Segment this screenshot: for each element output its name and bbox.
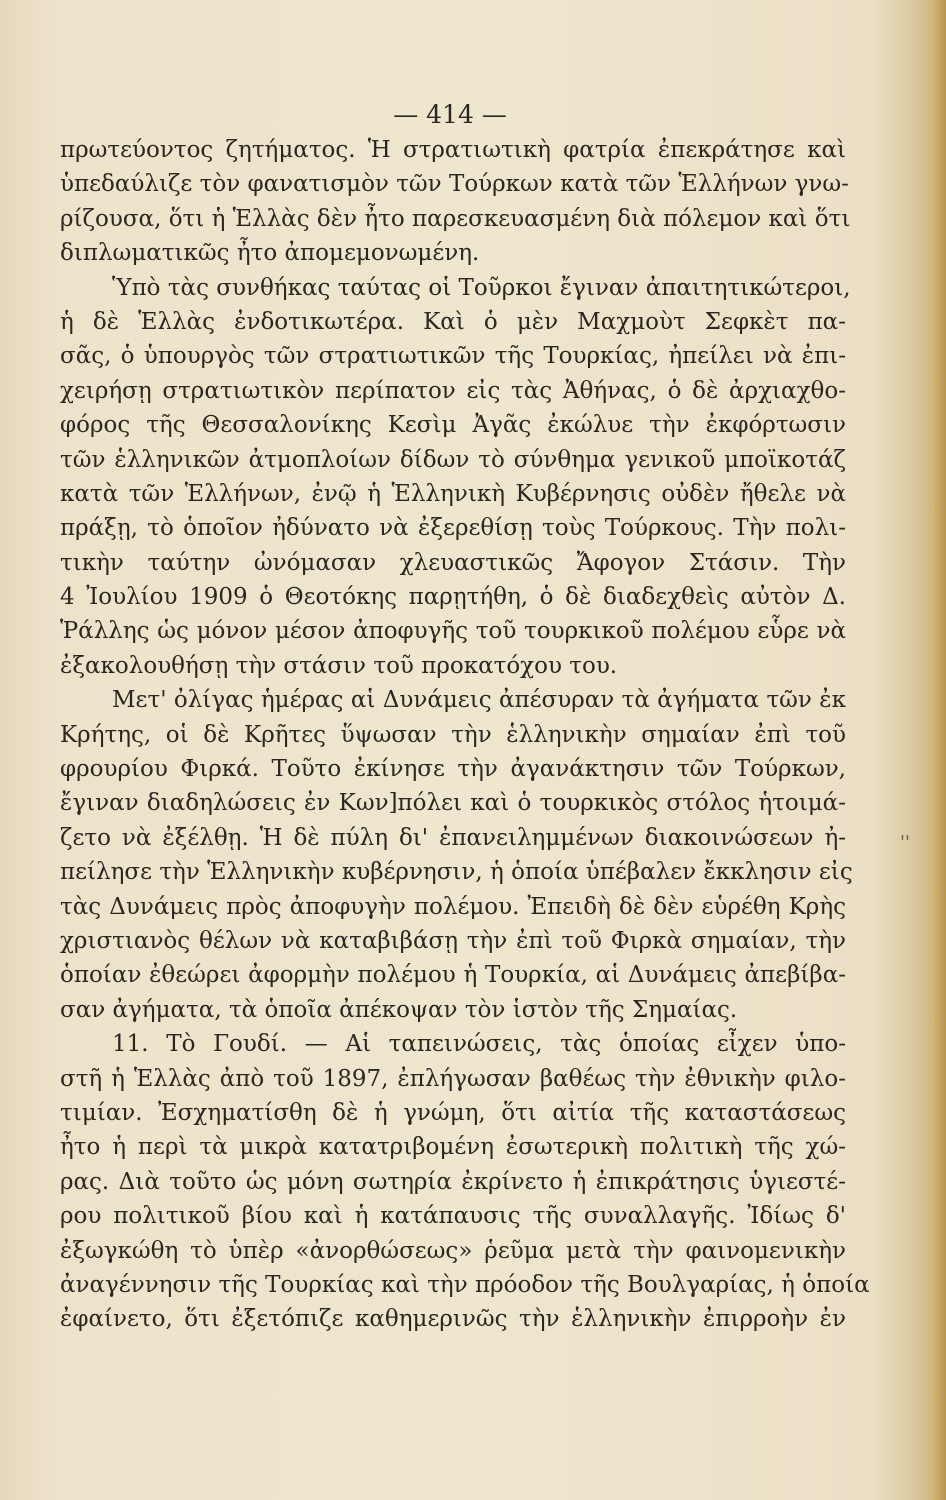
text-line: σᾶς, ὁ ὑπουργὸς τῶν στρατιωτικῶν τῆς Τουρκίας, ἠπείλει νὰ ἐπι-	[60, 343, 846, 370]
margin-mark: ''	[900, 832, 910, 853]
text-line: 11. Τὸ Γουδί. — Αἱ ταπεινώσεις, τὰς ὁποίας εἶχεν ὑπο-	[112, 1031, 846, 1058]
text-line: χειρήσῃ στρατιωτικὸν περίπατον εἰς τὰς Ἀθήνας, ὁ δὲ ἀρχιαχθο-	[60, 377, 846, 404]
text-line: Κρήτης, οἱ δὲ Κρῆτες ὕψωσαν τὴν ἑλληνικὴν σημαίαν ἐπὶ τοῦ	[60, 721, 846, 748]
text-line: ρίζουσα, ὅτι ἡ Ἑλλὰς δὲν ἦτο παρεσκευασμένη διὰ πόλεμον καὶ ὅτι	[60, 205, 851, 232]
text-line: Ὑπὸ τὰς συνθήκας ταύτας οἱ Τοῦρκοι ἔγιναν ἀπαιτητικώτεροι,	[112, 274, 851, 301]
text-line: χριστιανὸς θέλων νὰ καταβιβάσῃ τὴν ἐπὶ τοῦ Φιρκὰ σημαίαν, τὴν	[60, 927, 846, 954]
text-line: ἀναγέννησιν τῆς Τουρκίας καὶ τὴν πρόοδον τῆς Βουλγαρίας, ἡ ὁποία	[60, 1271, 870, 1298]
text-line: 4 Ἰουλίου 1909 ὁ Θεοτόκης παρῃτήθη, ὁ δὲ διαδεχθεὶς αὐτὸν Δ.	[60, 584, 846, 611]
text-line: ρας. Διὰ τοῦτο ὡς μόνη σωτηρία ἐκρίνετο ἡ ἐπικράτησις ὑγιεστέ-	[60, 1168, 846, 1195]
text-line: ἐφαίνετο, ὅτι ἐξετόπιζε καθημερινῶς τὴν ἑλληνικὴν ἐπιρροὴν ἐν	[60, 1306, 846, 1333]
page-edge	[932, 0, 946, 1500]
text-line: ζετο νὰ ἐξέλθῃ. Ἡ δὲ πύλη δι' ἐπανειλημμένων διακοινώσεων ἠ-	[60, 824, 846, 851]
text-line: σαν ἀγήματα, τὰ ὁποῖα ἀπέκοψαν τὸν ἱστὸν τῆς Σημαίας.	[60, 996, 738, 1023]
text-line: τικὴν ταύτην ὠνόμασαν χλευαστικῶς Ἄφογον Στάσιν. Τὴν	[60, 549, 846, 576]
text-line: πείλησε τὴν Ἑλληνικὴν κυβέρνησιν, ἡ ὁποία ὑπέβαλεν ἔκκλησιν εἰς	[60, 859, 853, 886]
text-line: στῆ ἡ Ἑλλὰς ἀπὸ τοῦ 1897, ἐπλήγωσαν βαθέως τὴν ἐθνικὴν φιλο-	[60, 1065, 846, 1092]
text-line: ὁποίαν ἐθεώρει ἀφορμὴν πολέμου ἡ Τουρκία, αἱ Δυνάμεις ἀπεβίβα-	[60, 962, 846, 989]
text-line: ἦτο ἡ περὶ τὰ μικρὰ κατατριβομένη ἐσωτερικὴ πολιτικὴ τῆς χώ-	[60, 1134, 846, 1161]
text-line: διπλωματικῶς ἦτο ἀπομεμονωμένη.	[60, 240, 480, 267]
text-line: πράξῃ, τὸ ὁποῖον ἠδύνατο νὰ ἐξερεθίσῃ τοὺς Τούρκους. Τὴν πολι-	[60, 515, 846, 542]
text-line: ρου πολιτικοῦ βίου καὶ ἡ κατάπαυσις τῆς συναλλαγῆς. Ἰδίως δ'	[60, 1203, 846, 1230]
text-line: ἐξωγκώθη τὸ ὑπὲρ «ἀνορθώσεως» ῥεῦμα μετὰ τὴν φαινομενικὴν	[60, 1237, 846, 1264]
text-line: πρωτεύοντος ζητήματος. Ἡ στρατιωτικὴ φατρία ἐπεκράτησε καὶ	[60, 137, 846, 163]
text-line: τῶν ἑλληνικῶν ἀτμοπλοίων δίδων τὸ σύνθημα γενικοῦ μποϊκοτάζ	[60, 446, 846, 473]
text-line: φόρος τῆς Θεσσαλονίκης Κεσὶμ Ἀγᾶς ἐκώλυε τὴν ἐκφόρτωσιν	[60, 412, 846, 439]
text-line: ἡ δὲ Ἑλλὰς ἐνδοτικωτέρα. Καὶ ὁ μὲν Μαχμοὺτ Σεφκὲτ πα-	[60, 308, 846, 335]
page-number: — 414 —	[393, 100, 507, 129]
text-line: κατὰ τῶν Ἑλλήνων, ἐνῷ ἡ Ἑλληνικὴ Κυβέρνησις οὐδὲν ἤθελε νὰ	[60, 480, 846, 507]
text-line: Μετ' ὀλίγας ἡμέρας αἱ Δυνάμεις ἀπέσυραν τὰ ἀγήματα τῶν ἐκ	[112, 687, 846, 714]
text-line: Ῥάλλης ὡς μόνον μέσον ἀποφυγῆς τοῦ τουρκικοῦ πολέμου εὗρε νὰ	[60, 618, 846, 645]
text-line: τιμίαν. Ἐσχηματίσθη δὲ ἡ γνώμη, ὅτι αἰτία τῆς καταστάσεως	[60, 1099, 846, 1126]
text-line: τὰς Δυνάμεις πρὸς ἀποφυγὴν πολέμου. Ἐπειδὴ δὲ δὲν εὑρέθη Κρὴς	[60, 893, 846, 920]
text-line: ὑπεδαύλιζε τὸν φανατισμὸν τῶν Τούρκων κατὰ τῶν Ἑλλήνων γνω-	[60, 171, 849, 198]
text-body	[60, 133, 870, 1337]
text-line: ἔγιναν διαδηλώσεις ἐν Κων]πόλει καὶ ὁ τουρκικὸς στόλος ἡτοιμά-	[60, 790, 846, 817]
text-line: φρουρίου Φιρκά. Τοῦτο ἐκίνησε τὴν ἀγανάκτησιν τῶν Τούρκων,	[60, 756, 846, 783]
text-line: ἐξακολουθήσῃ τὴν στάσιν τοῦ προκατόχου του.	[60, 652, 618, 679]
